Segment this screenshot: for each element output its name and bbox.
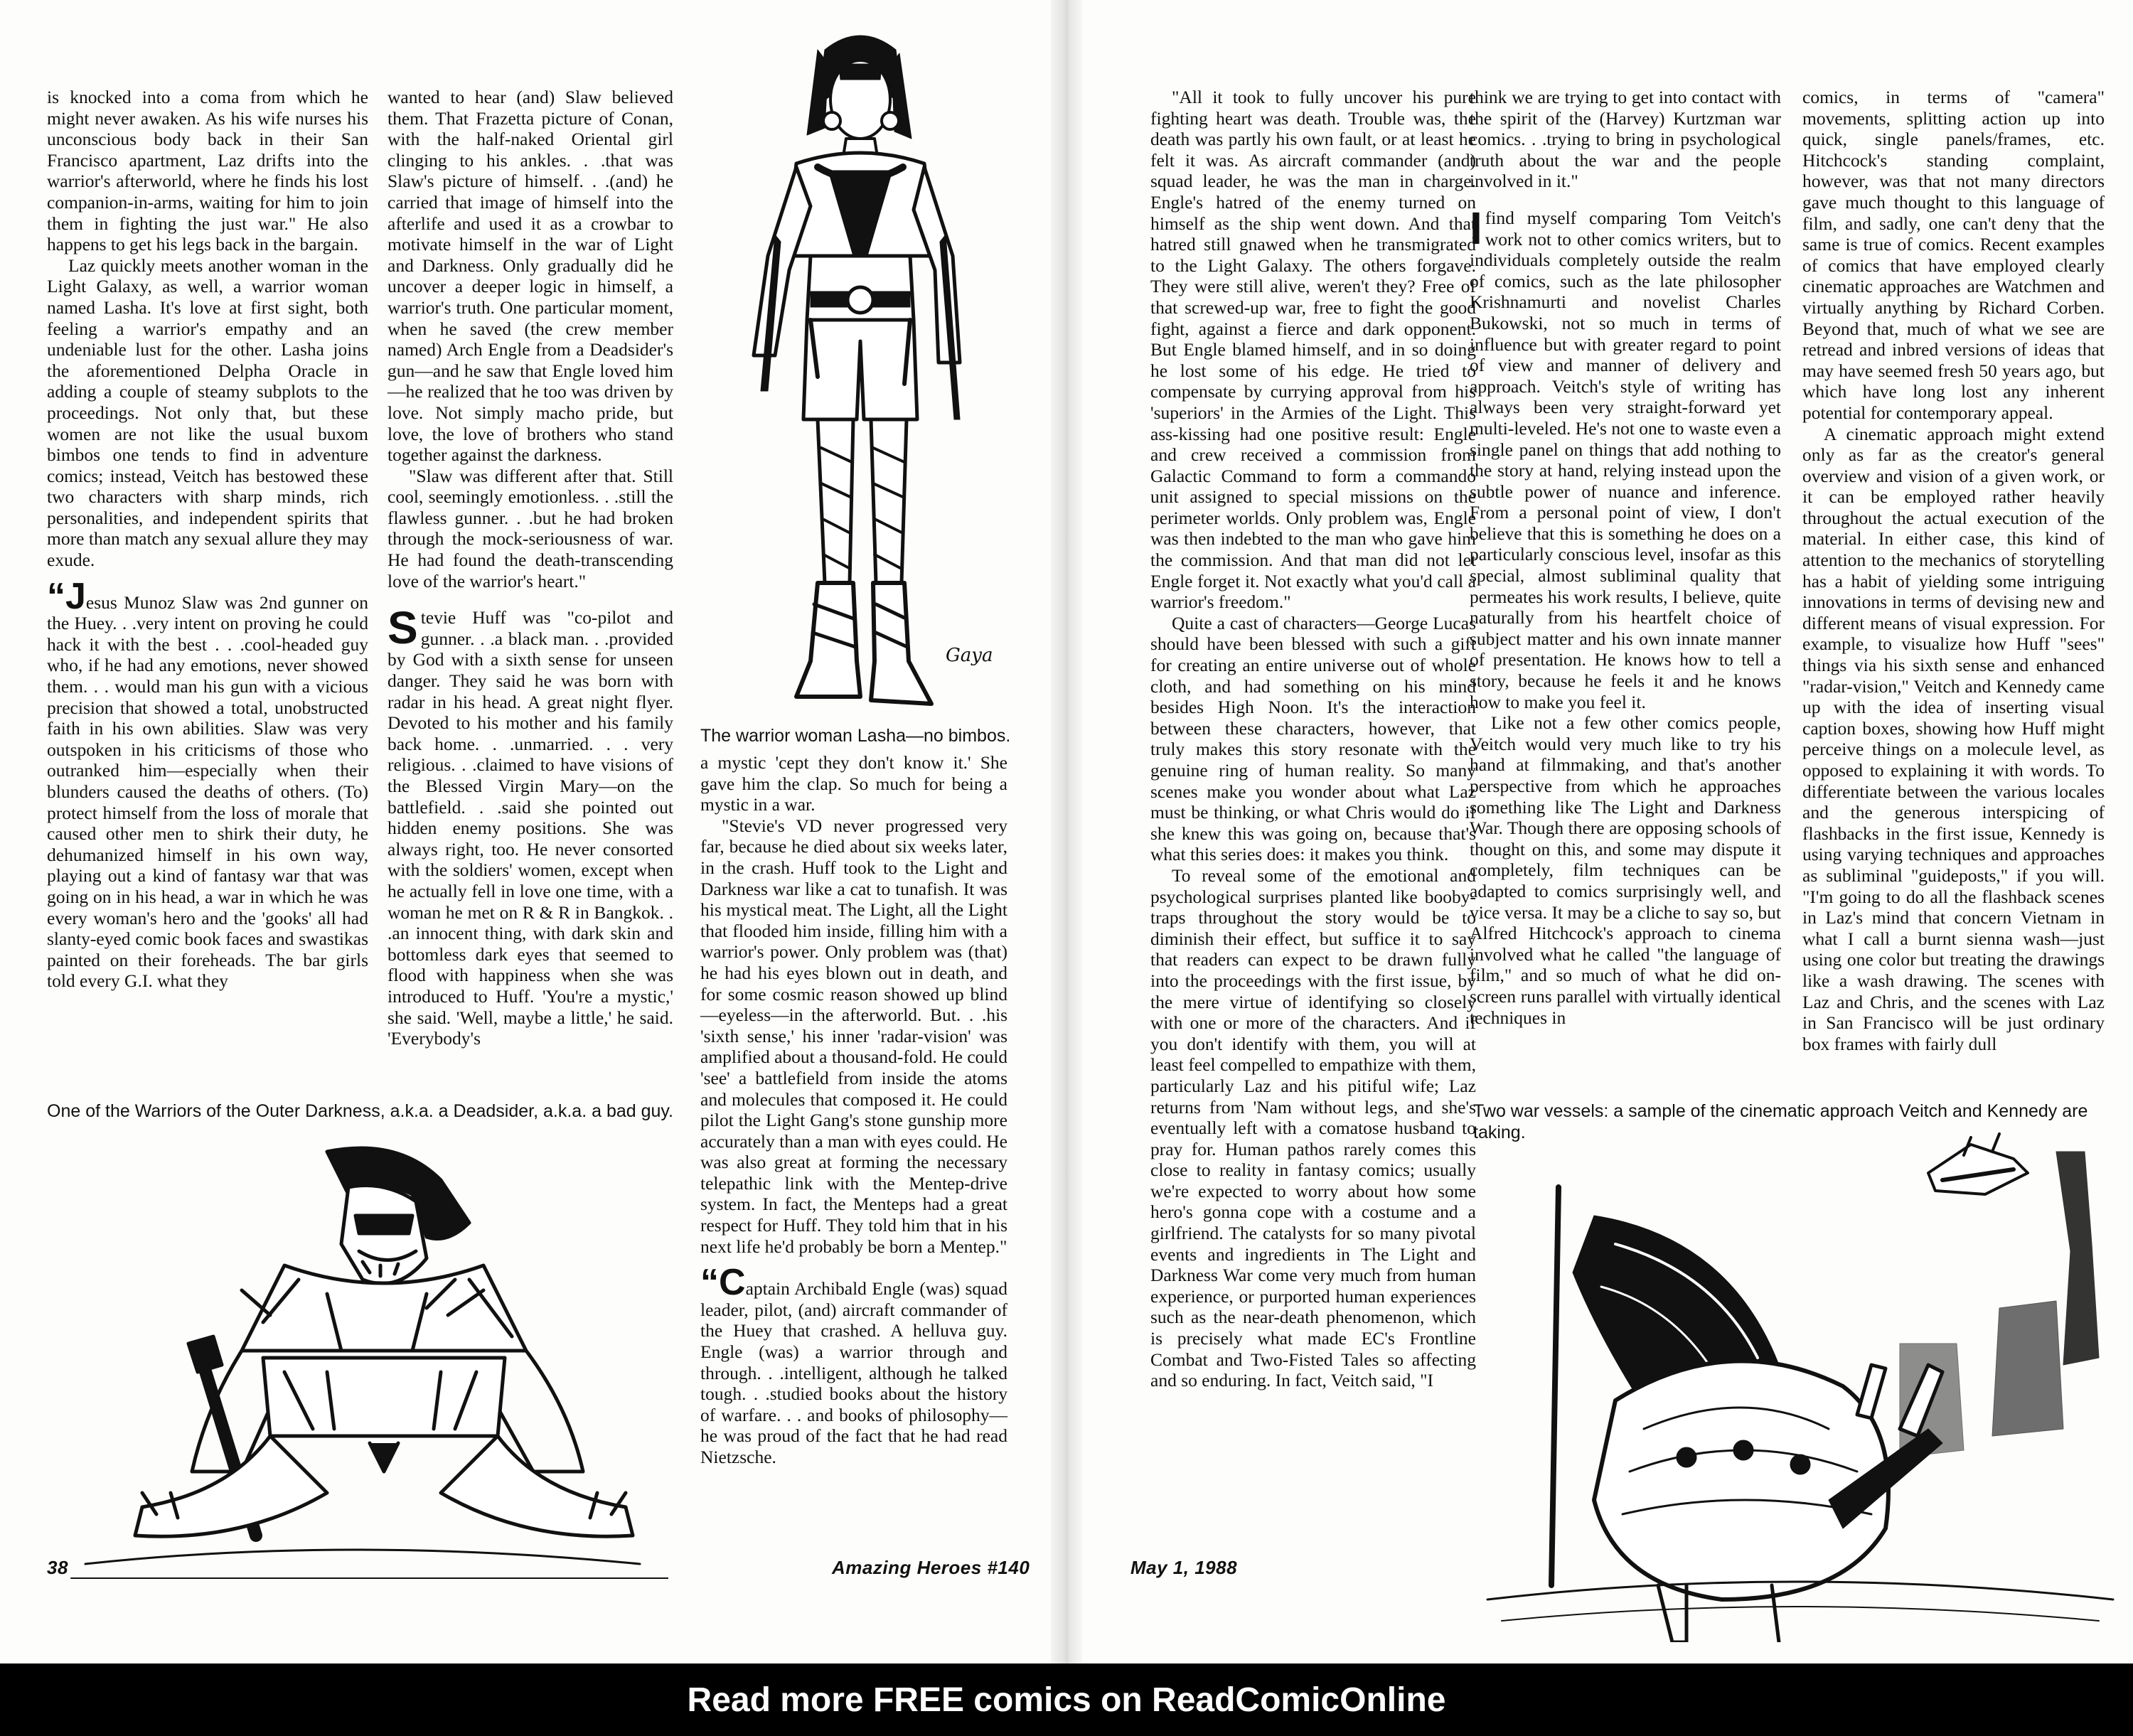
paragraph: comics, in terms of "camera" movements, splitting action up into quick, single panels/frames, etc. Hitchcock's standing complaint, however, was that not many directors gave much thought to this language of film, and sadly, one can't deny that the same is true of comics. Recent examples of comics that have employed clearly cinematic approaches are Watchmen and virtually anything by Richard Corben. Beyond that, much of what we see are retread and inbred versions of ideas that may have seemed fresh 50 years ago, but which have long lost any inherent potential for contemporary appeal. bbox=[1802, 87, 2105, 423]
caption-deadsider: One of the Warriors of the Outer Darkness, a.k.a. a Deadsider, a.k.a. a bad guy. bbox=[47, 1101, 673, 1121]
drop-cap: S bbox=[387, 602, 418, 654]
paragraph-text: tevie Huff was "co-pilot and gunner. . .a black man. . .provided by God with a sixth sense for unseen danger. They said he was born with radar in his head. A great night flyer. Devoted to his mother and his family back home. . .unmarried. . . very religious. . .claimed to have visions of the Blessed Virgin Mary—on the battlefield. . .said she pointed out hidden enemy positions. She was always right, too. He never consorted with the soldiers' women, except when he actually fell in love one time, with a woman he met on R & R in Bangkok. . .an innocent thing, with dark skin and bottomless dark eyes that seemed to flood with happiness when she was introduced to Huff. 'You're a mystic,' she said. 'Well, maybe a little,' he said. 'Everybody's bbox=[387, 607, 673, 1049]
paragraph: "All it took to fully uncover his pure fighting heart was death. Trouble was, the death was partly his own fault, or at least he felt it was. As aircraft commander (and) squad leader, he was the man in charge. Engle's hatred of the enemy turned on himself as the ship went down. And that hatred still gnawed when he transmigrated to the Light Galaxy. The others forgave. They were still alive, weren't they? Free of that screwed-up war, free to fight the good fight, against a fierce and dark opponent. But Engle blamed himself, and in so doing he lost some of his edge. He tried to compensate by currying approval from his 'superiors' in the Armies of the Light. This ass-kissing had one positive result: Engle and crew received a commission from Galactic Command to form a commando unit assigned to special missions on the perimeter worlds. Only problem was, Engle was then indebted to the man who gave him the commission. And that man did not let Engle forget it. Not exactly what you'd call a warrior's freedom." bbox=[1150, 87, 1476, 613]
lasha-illustration bbox=[711, 21, 1010, 725]
caption-war-vessels: Two war vessels: a sample of the cinematic approach Veitch and Kennedy are taking. bbox=[1473, 1101, 2088, 1142]
footer-banner[interactable]: Read more FREE comics on ReadComicOnline bbox=[0, 1663, 2133, 1736]
paragraph-text: esus Munoz Slaw was 2nd gunner on the Huey. . .very intent on proving he could hack it with the best . . .cool-headed guy who, if he had any emotions, never showed them. . . would man his gun with a vicious precision that showed a total, unobstructed faith in his own abilities. Slaw was very outspoken in his criticisms of those who outranked him—especially when their blunders caused the deaths of others. (To) protect himself from the loss of morale that caused other men to shirk their duty, he dehumanized himself in his own way, playing out a kind of fantasy war that was going on in his head, a war in which he was every woman's hero and the 'gooks' all had slanty-eyed comic book faces and swastikas painted on their foreheads. The bar girls told every G.I. what they bbox=[47, 591, 368, 992]
paragraph: wanted to hear (and) Slaw believed them. That Frazetta picture of Conan, with the half-naked Oriental girl clinging to his ankles. . .that was Slaw's picture of himself. . .(and) he carried that image of himself into the afterlife and used it as a crowbar to motivate himself in the war of Light and Darkness. Only gradually did he uncover a deeper logic in himself, a warrior's truth. One particular moment, when he saved (the crew member named) Arch Engle from a Deadsider's gun—and he saw that Engle loved him—he realized that he too was driven by love. Not simply macho pride, but love, the love of brothers who stand together against the darkness. bbox=[387, 87, 673, 466]
magazine-title: Amazing Heroes #140 bbox=[832, 1557, 1030, 1578]
left-column-2 bbox=[387, 87, 673, 1049]
page-number: 38 bbox=[47, 1557, 68, 1578]
artist-signature: Gaya bbox=[946, 645, 993, 666]
war-vessels-illustration bbox=[1473, 1130, 2120, 1642]
right-page bbox=[1082, 0, 2133, 1663]
paragraph: A cinematic approach might extend only as far as the creator's general overview and vision of a given work, or it can be employed rather heavily throughout the actual execution of the material. In either case, this kind of attention to the mechanics of storytelling has a habit of yielding some intriguing innovations in terms of devising new and different means of visual expression. For example, to visualize how Huff "sees" things via his sixth sense and enhanced "radar-vision," Veitch and Kennedy came up with the idea of inserting visual caption boxes, showing how Huff might perceive things on a molecule level, as opposed to explaining it with words. To differentiate between the various locales and the generous interspicing of flashbacks in the first issue, Kennedy is using varying techniques and approaches as subliminal "guideposts," if you will. "I'm going to do all the flashback scenes in Laz's mind that concern Vietnam in what I call a burnt sienna wash—just using one color but treating the drawings like a wash drawing. The scenes with Laz and Chris, and the scenes with Laz in San Francisco will be just ordinary box frames with fairly dull bbox=[1802, 423, 2105, 1054]
left-column-3 bbox=[700, 752, 1007, 1468]
drop-cap: I bbox=[1470, 202, 1482, 254]
paragraph: "Slaw was different after that. Still cool, seemingly emotionless. . .still the flawless gunner. . .but he had broken through the mock-seriousness of war. He had found the death-transcending love of the warrior's heart." bbox=[387, 465, 673, 591]
quote-mark: “ bbox=[700, 1262, 719, 1304]
left-page bbox=[0, 0, 1051, 1663]
paragraph: a mystic 'cept they don't know it.' She gave him the clap. So much for being a mystic in a war. bbox=[700, 752, 1007, 815]
quote-paragraph bbox=[47, 575, 368, 992]
paragraph: is knocked into a coma from which he might never awaken. As his wife nurses his unconscious body back in their San Francisco apartment, Laz drifts into the warrior's afterworld, where he finds his lost companion-in-arms, waiting for him to join them in fighting the just war." He also happens to get his legs back in the bargain. bbox=[47, 87, 368, 255]
drop-cap: J bbox=[65, 575, 86, 617]
paragraph: To reveal some of the emotional and psychological surprises planted like booby-traps throughout the story would be to diminish their effect, but suffice it to say that readers can expect to be drawn fully into the proceedings with the first issue, by the mere virtue of identifying so closely with one or more of the characters. And if you don't identify with them, you will at least feel compelled to empathize with them, particularly Laz and his pitiful wife; Laz returns from 'Nam without legs, and she's eventually left with a comatose husband to pray for. Human pathos rarely comes this close to reality in fantasy comics; usually we're expected to worry about how some hero's gonna cope with a costume and a girlfriend. The catalysts for so many pivotal events and ingredients in The Light and Darkness War come very much from human experience, or purported human experiences such as the near-death phenomenon, which is precisely what made EC's Frontline Combat and Two-Fisted Tales so affecting and so enduring. In fact, Veitch said, "I bbox=[1150, 864, 1476, 1391]
page-gutter bbox=[1051, 0, 1082, 1663]
drop-cap: C bbox=[719, 1262, 746, 1304]
right-column-1 bbox=[1150, 87, 1476, 1391]
paragraph: "Stevie's VD never progressed very far, because he died about six weeks later, in the crash. Huff took to the Light and Darkness war like a cat to tunafish. It was his mystical meat. The Light, all the Light that flooded him inside, filling him with a warrior's power. Only problem was (that) he had his eyes blown out in death, and for some cosmic reason showed up blind—eyeless—in the afterworld. But. . .his 'sixth sense,' his inner 'radar-vision' was amplified about a thousand-fold. He could 'see' a battlefield from inside the atoms and molecules that composed it. He could pilot the Light Gang's stone gunship more accurately than a man with eyes could. He was also great at forming the necessary telepathic link with the Mentep-drive system. In fact, the Menteps had a great respect for Huff. They told him that in his next life he'd probably be born a Mentep." bbox=[700, 815, 1007, 1257]
right-column-3 bbox=[1802, 87, 2105, 1054]
issue-date: May 1, 1988 bbox=[1130, 1557, 1238, 1578]
deadsider-illustration bbox=[28, 1137, 668, 1592]
paragraph: Quite a cast of characters—George Lucas should have been blessed with such a gift for creating an entire universe out of whole cloth, and had something on his mind besides High Noon. It's the interaction between these characters, however, that truly makes this story resonate with the genuine ring of human reality. So many scenes make you wonder about what Laz must be thinking, or what Chris would do if she knew this was going on, because that's what this series does: it makes you think. bbox=[1150, 612, 1476, 865]
paragraph-text: aptain Archibald Engle (was) squad leader, pilot, (and) aircraft commander of the Huey that crashed. A helluva guy. Engle (was) a warrior through and through. . .intelligent, although he talked tough. . .studied books about the history of warfare. . . and books of philosophy—he was proud of the fact that he had read Nietzsche. bbox=[700, 1278, 1007, 1467]
right-column-2 bbox=[1470, 87, 1781, 1028]
paragraph bbox=[1470, 202, 1781, 712]
paragraph-text: find myself comparing Tom Veitch's work not to other comics writers, but to individuals completely outside the realm of comics, such as the late philosopher Krishnamurti and novelist Charles Bukowski, not so much in terms of influence but with greater regard to point of view and manner of delivery and approach. Veitch's style of writing has always been very straight-forward yet multi-leveled. He's not one to waste even a single panel on things that add nothing to the story at hand, relying instead upon the subtle power of nuance and inference. From a personal point of view, I don't believe that this is something he does on a particularly conscious level, insofar as this special, almost subliminal quality that permeates his work results, I believe, quite naturally from his heartfelt choice of subject matter and his own innate manner of presentation. He knows how to tell a story, because he feels it and he knows how to make you feel it. bbox=[1470, 207, 1781, 712]
quote-paragraph bbox=[700, 1262, 1007, 1467]
paragraph: Laz quickly meets another woman in the Light Galaxy, as well, a warrior woman named Lasha. It's love at first sight, both feeling a warrior's empathy and an undeniable lust for the other. Lasha joins the aforementioned Delpha Oracle in adding a couple of steamy subplots to the proceedings. Not only that, but these women are not like the usual buxom bimbos one tends to find in adventure comics; instead, Veitch has bestowed these two characters with sharp minds, rich personalities, and independent spirits that more than match any sexual allure they may exude. bbox=[47, 254, 368, 571]
paragraph bbox=[387, 602, 673, 1049]
quote-mark: “ bbox=[47, 575, 65, 617]
left-column-1 bbox=[47, 87, 368, 992]
caption-lasha: The warrior woman Lasha—no bimbos. bbox=[700, 726, 1011, 746]
paragraph: Like not a few other comics people, Veitch would very much like to try his hand at filmmaking, and that's another perspective from which he approaches something like The Light and Darkness War. Though there are opposing schools of thought on this, and some may dispute it completely, film techniques can be adapted to comics surprisingly well, and vice versa. It may be a cliche to say so, but Alfred Hitchcock's approach to cinema involved what he called "the language of film," and so much of what he did on-screen runs parallel with virtually identical techniques in bbox=[1470, 712, 1781, 1028]
paragraph: think we are trying to get into contact with the spirit of the (Harvey) Kurtzman war comics. . .trying to bring in psychological truth about the war and the people involved in it." bbox=[1470, 87, 1781, 192]
